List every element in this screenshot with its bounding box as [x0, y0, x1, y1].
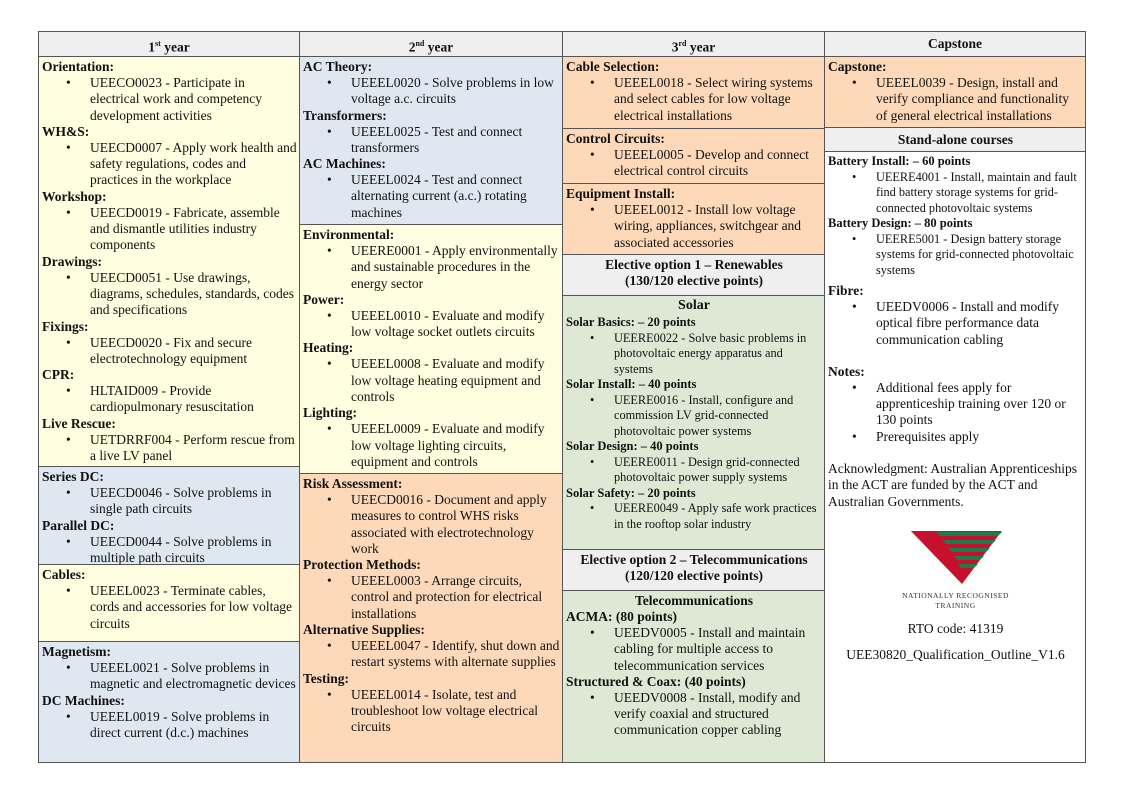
unit-item: • UEEEL0019 - Solve problems in direct current (d.c.) machines — [42, 709, 297, 742]
section-title: Series DC: — [42, 469, 104, 484]
unit-item: • UEECD0046 - Solve problems in single path circuits — [42, 485, 297, 518]
unit-item: • UEECD0051 - Use drawings, diagrams, schedules, standards, codes and specifications — [42, 270, 297, 319]
unit-item: • UEEEL0024 - Test and connect alternating current (a.c.) rotating machines — [303, 172, 560, 221]
elective-2-points: (120/120 elective points) — [625, 568, 763, 583]
section-title: Equipment Install: — [566, 186, 676, 201]
elective-2-title: Elective option 2 – Telecommunications — [580, 552, 808, 567]
elective-option-1 — [563, 255, 824, 296]
unit-item: • UEECO0023 - Participate in electrical work and competency development activities — [42, 75, 297, 124]
section-title: CPR: — [42, 367, 75, 383]
year2-block-1 — [300, 57, 562, 225]
solar-heading: Solar — [678, 298, 710, 313]
unit-item: • UEECD0016 - Document and apply measures to control WHS risks associated with electrotechnology work — [303, 492, 560, 557]
stand-alone-heading: Stand-alone courses — [897, 132, 1014, 147]
solar-sections — [566, 315, 822, 532]
section-title: Structured & Coax: (40 points) — [566, 673, 746, 689]
section-title: Workshop: — [42, 188, 107, 204]
unit-item: • UEECD0044 - Solve problems in multiple path circuits — [42, 534, 297, 565]
section-title: WH&S: — [42, 123, 90, 139]
nrt-stripe-3 — [948, 548, 990, 552]
section-title: Control Circuits: — [566, 131, 665, 146]
section-title: Risk Assessment: — [303, 476, 403, 491]
unit-item: • UEEEL0003 - Arrange circuits, control and protection for electrical installations — [303, 573, 560, 622]
section-title: Alternative Supplies: — [303, 622, 425, 638]
unit-item: • UEEEL0008 - Evaluate and modify low voltage heating equipment and controls — [303, 356, 560, 405]
fibre-title: Fibre: — [828, 283, 864, 298]
unit-item: • UEERE0022 - Solve basic problems in photovoltaic energy apparatus and systems — [566, 331, 822, 378]
section-title: Cables: — [42, 567, 86, 582]
rto-code: RTO code: 41319 — [907, 620, 1004, 636]
unit-item: • UEERE4001 - Install, maintain and fault find battery storage systems for grid-connected photovoltaic systems — [828, 170, 1083, 217]
fibre-item: • UEEDV0006 - Install and modify optical fibre performance data communication cabling — [828, 299, 1083, 348]
section-title: Protection Methods: — [303, 557, 421, 573]
section-title: Power: — [303, 291, 345, 307]
nrt-stripe-1 — [936, 532, 1002, 536]
section-title: Fixings: — [42, 318, 89, 334]
year2-block-3 — [300, 474, 562, 762]
unit-item: • UEEEL0018 - Select wiring systems and select cables for low voltage electrical installations — [566, 75, 822, 124]
column-header-year-1: 1st year — [39, 32, 299, 57]
column-year-3 — [563, 32, 825, 762]
column-year-2 — [300, 32, 563, 762]
column-capstone — [825, 32, 1085, 762]
unit-item: • UEECD0007 - Apply work health and safety regulations, codes and practices in the workplace — [42, 140, 297, 189]
section-title: Magnetism: — [42, 644, 111, 659]
year1-block-4 — [39, 642, 299, 762]
unit-item: • UEEDV0005 - Install and maintain cabling for multiple access to telecommunication services — [566, 625, 822, 674]
unit-item: • UEERE0001 - Apply environmentally and sustainable procedures in the energy sector — [303, 243, 560, 292]
section-title: AC Theory: — [303, 59, 373, 74]
acknowledgment-text: Acknowledgment: Australian Apprenticeships in the ACT are funded by the ACT and Australian Governments. — [828, 461, 1077, 509]
qualification-outline-table — [38, 31, 1086, 763]
section-title: Live Rescue: — [42, 415, 116, 431]
stand-alone-sections — [828, 154, 1083, 278]
nrt-stripe-5 — [958, 564, 978, 568]
section-title: Transformers: — [303, 107, 387, 123]
solar-block — [563, 296, 824, 550]
section-title: Testing: — [303, 670, 350, 686]
unit-item: • UEEEL0010 - Evaluate and modify low voltage socket outlets circuits — [303, 308, 560, 341]
section-title: Orientation: — [42, 59, 114, 74]
nrt-logo — [828, 526, 1083, 611]
notes-title: Notes: — [828, 363, 865, 379]
elective-option-2 — [563, 550, 824, 591]
column-year-1 — [39, 32, 300, 762]
section-title: Solar Design: – 40 points — [566, 439, 699, 453]
section-title: AC Machines: — [303, 156, 386, 172]
unit-item: • UEEEL0023 - Terminate cables, cords and accessories for low voltage circuits — [42, 583, 297, 632]
document-id: UEE30820_Qualification_Outline_V1.6 — [846, 646, 1065, 662]
unit-item: • UEECD0020 - Fix and secure electrotechnology equipment — [42, 335, 297, 368]
unit-item: • UEEEL0009 - Evaluate and modify low voltage lighting circuits, equipment and controls — [303, 421, 560, 470]
section-title: Drawings: — [42, 253, 102, 269]
column-header-year-3: 3rd year — [563, 32, 824, 57]
section-title: Cable Selection: — [566, 59, 660, 74]
section-title: Lighting: — [303, 405, 358, 421]
unit-item: • UEERE0011 - Design grid-connected photovoltaic power supply systems — [566, 455, 822, 486]
unit-item: • UEEDV0008 - Install, modify and verify coaxial and structured communication copper cabling — [566, 690, 822, 739]
unit-item: • UETDRRF004 - Perform rescue from a live LV panel — [42, 432, 297, 465]
nrt-top-rule — [908, 528, 1004, 531]
unit-item: • UEEEL0012 - Install low voltage wiring, appliances, switchgear and associated accessories — [566, 202, 822, 251]
section-title: Parallel DC: — [42, 517, 115, 533]
unit-item: • UEERE0049 - Apply safe work practices in the rooftop solar industry — [566, 501, 822, 532]
elective-1-title: Elective option 1 – Renewables — [605, 257, 783, 272]
year3-block-equipment-install — [563, 184, 824, 255]
nrt-caption-line-2: TRAINING — [935, 600, 976, 610]
unit-item: • HLTAID009 - Provide cardiopulmonary resuscitation — [42, 383, 297, 416]
year1-block-2 — [39, 467, 299, 565]
stand-alone-block — [825, 152, 1085, 762]
unit-item: • UEEEL0005 - Develop and connect electrical control circuits — [566, 147, 822, 180]
capstone-title: Capstone: — [828, 59, 887, 74]
section-title: Solar Safety: – 20 points — [566, 485, 696, 500]
capstone-item: • UEEEL0039 - Design, install and verify compliance and functionality of general electrical installations — [828, 75, 1083, 124]
notes-item-fees: • Additional fees apply for apprenticeship training over 120 or 130 points — [828, 380, 1083, 429]
telecommunications-heading: Telecommunications — [635, 593, 753, 608]
telecom-sections — [566, 609, 822, 739]
unit-item: • UEEEL0021 - Solve problems in magnetic and electromagnetic devices — [42, 660, 297, 693]
year2-block-2 — [300, 225, 562, 474]
column-header-year-2: 2nd year — [300, 32, 562, 57]
section-title: Battery Install: – 60 points — [828, 154, 971, 168]
elective-1-points: (130/120 elective points) — [625, 273, 763, 288]
telecommunications-block — [563, 591, 824, 762]
nrt-stripe-2 — [942, 540, 996, 544]
nrt-caption-line-1: NATIONALLY RECOGNISED — [902, 590, 1009, 600]
unit-item: • UEEEL0025 - Test and connect transformers — [303, 124, 560, 157]
nrt-stripe-4 — [954, 556, 984, 560]
section-title: Battery Design: – 80 points — [828, 216, 973, 230]
section-title: Solar Install: – 40 points — [566, 377, 697, 391]
column-header-capstone: Capstone — [825, 32, 1085, 57]
unit-item: • UEERE5001 - Design battery storage systems for grid-connected photovoltaic systems — [828, 232, 1083, 279]
unit-item: • UEERE0016 - Install, configure and commission LV grid-connected photovoltaic power systems — [566, 393, 822, 440]
section-title: Environmental: — [303, 227, 395, 242]
unit-item: • UEEEL0020 - Solve problems in low voltage a.c. circuits — [303, 75, 560, 108]
unit-item: • UEEEL0047 - Identify, shut down and restart systems with alternate supplies — [303, 638, 560, 671]
year3-block-cable-selection — [563, 57, 824, 129]
year1-block-3 — [39, 565, 299, 642]
section-title: Heating: — [303, 340, 354, 356]
unit-item: • UEEEL0014 - Isolate, test and troubleshoot low voltage electrical circuits — [303, 687, 560, 736]
section-title: DC Machines: — [42, 692, 125, 708]
capstone-block — [825, 57, 1085, 128]
year3-block-control-circuits — [563, 129, 824, 184]
section-title: ACMA: (80 points) — [566, 609, 677, 624]
section-title: Solar Basics: – 20 points — [566, 315, 696, 329]
unit-item: • UEECD0019 - Fabricate, assemble and dismantle utilities industry components — [42, 205, 297, 254]
year1-block-1 — [39, 57, 299, 467]
stand-alone-heading-cell — [825, 128, 1085, 152]
notes-item-prerequisites: • Prerequisites apply — [828, 429, 1083, 445]
nrt-triangle-logo-icon — [906, 526, 1006, 586]
